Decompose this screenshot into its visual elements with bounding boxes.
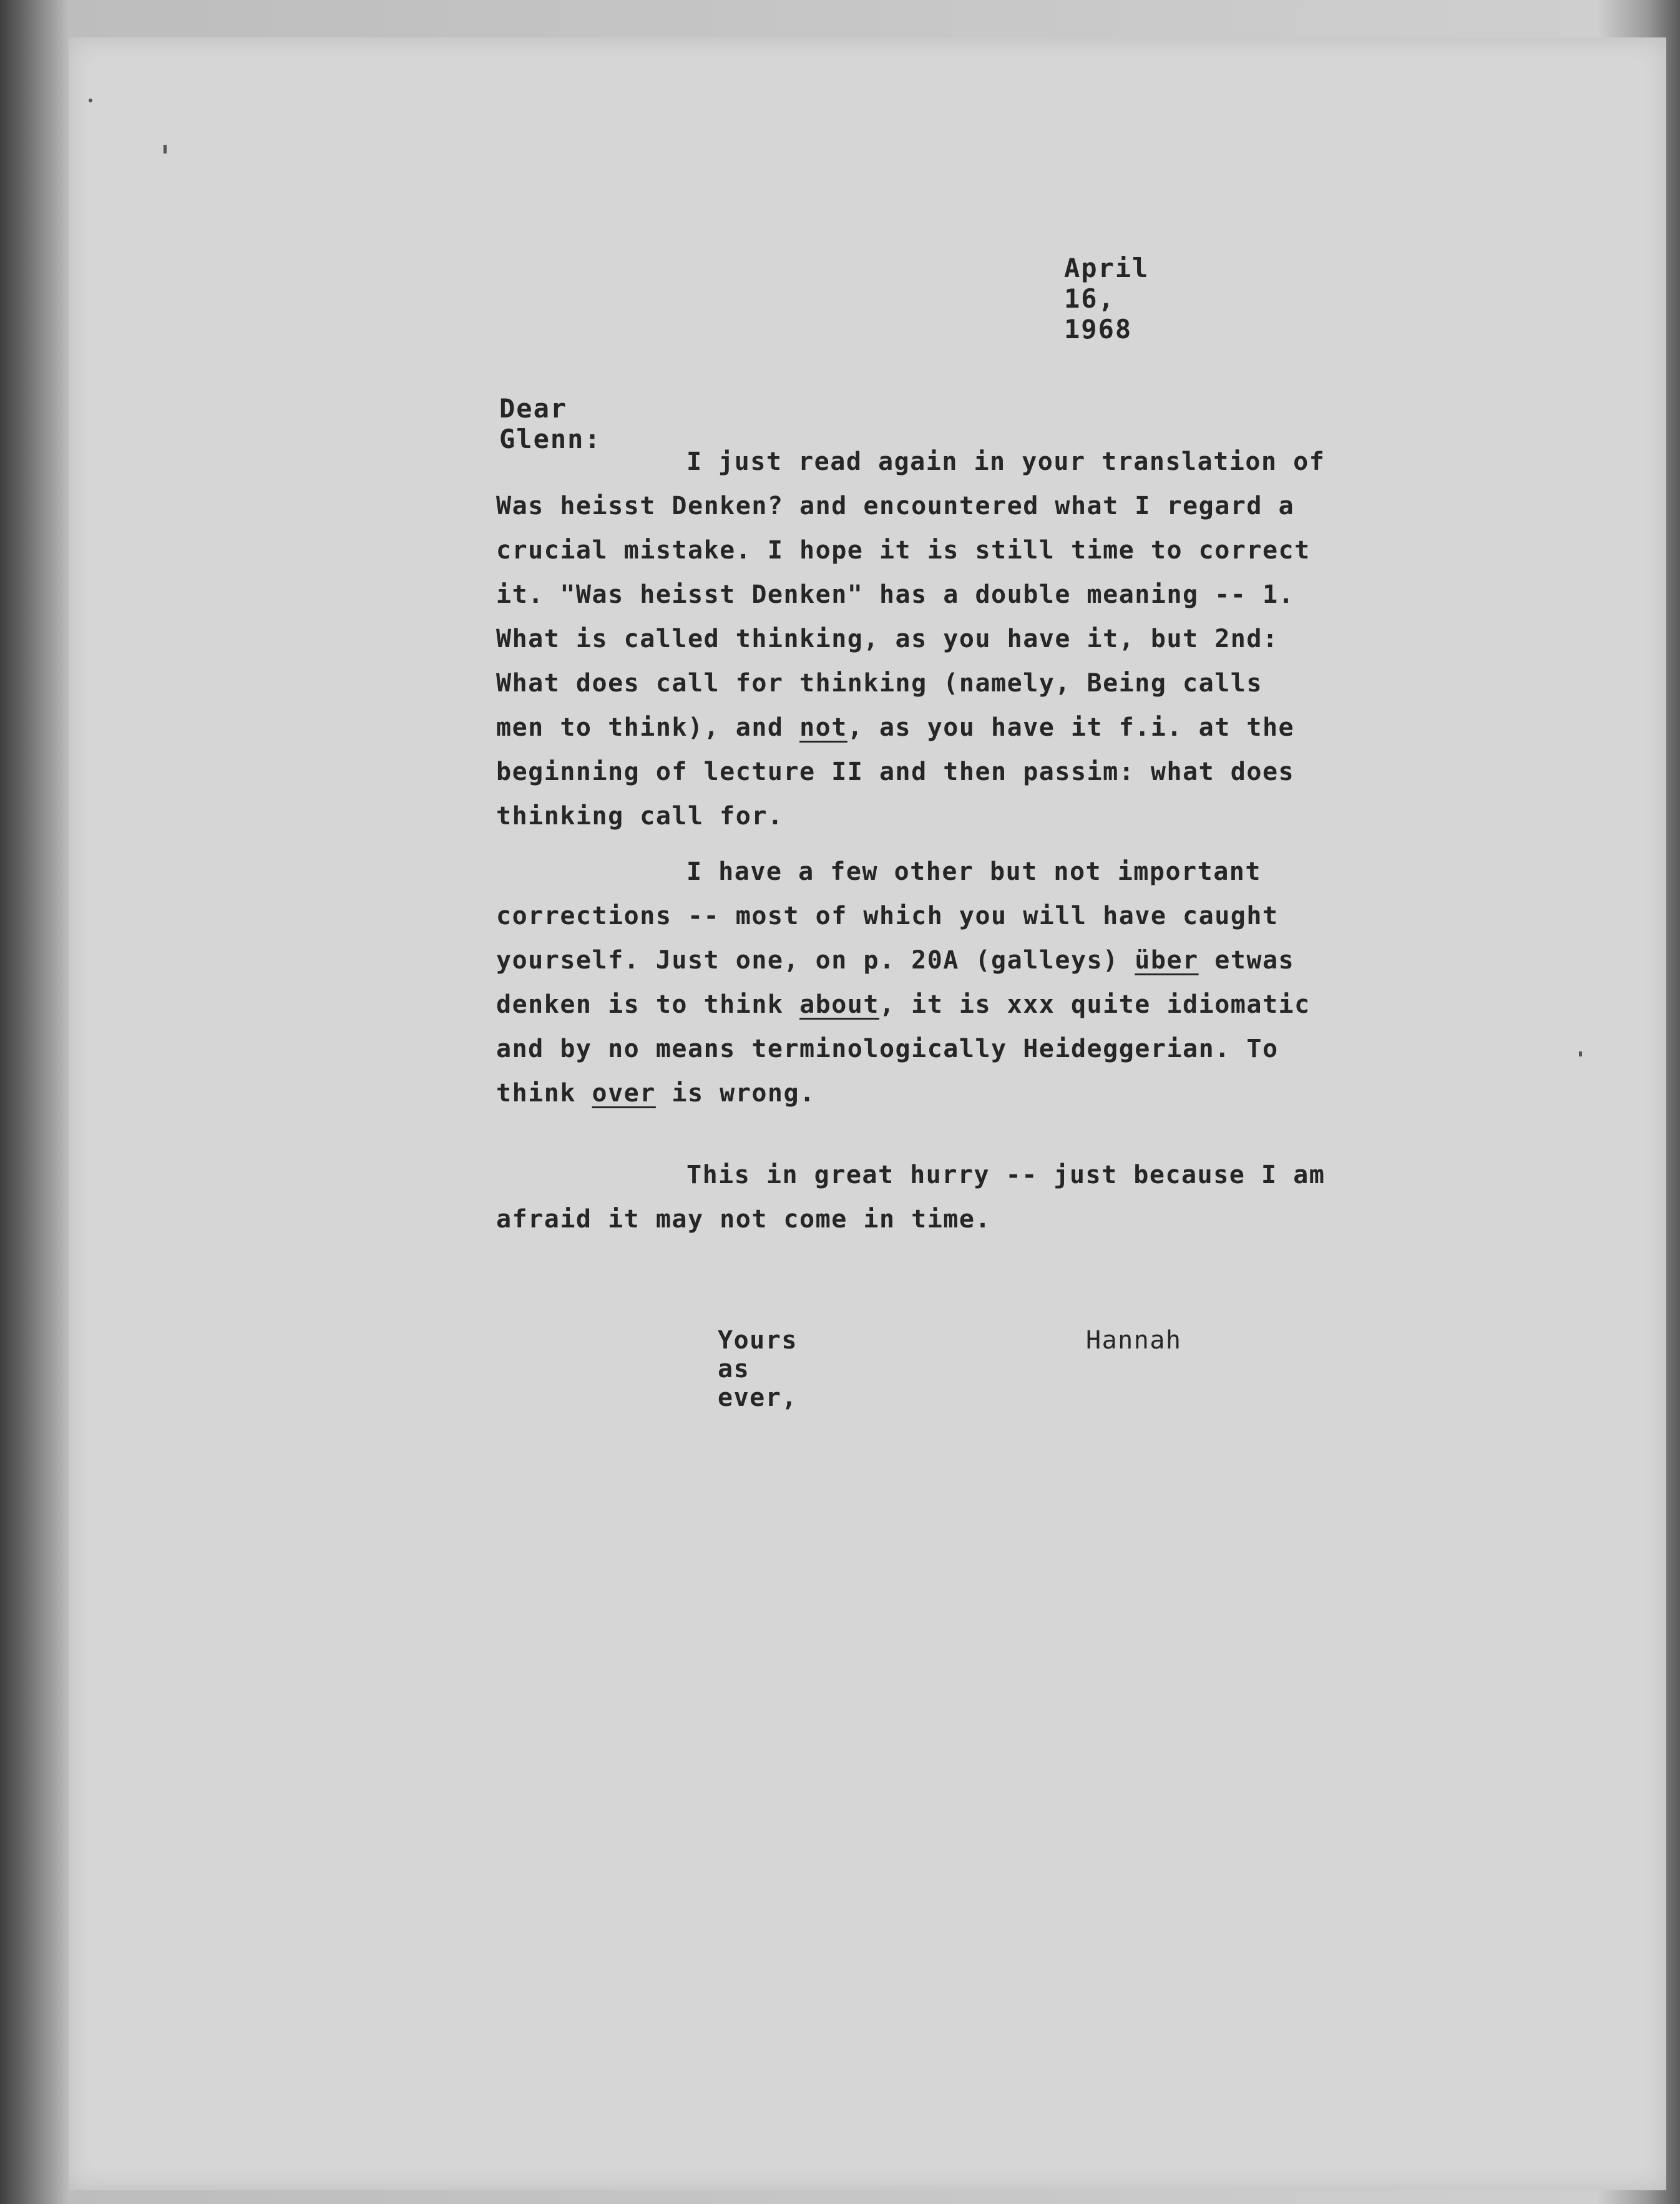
salutation: Dear Glenn: [499,393,602,454]
text-line: yourself. Just one, on p. 20A (galleys) [496,946,1135,975]
text-line: What is called thinking, as you have it, but 2nd: [496,625,1279,653]
paragraph-2 [496,850,1407,1116]
text-line: and by no means terminologically Heideggerian. To [496,1035,1279,1063]
text-line: denken is to think [496,990,800,1019]
underlined-word: about [799,990,879,1019]
signature: Hannah [1086,1326,1182,1355]
letter-date: April 16, 1968 [1064,253,1150,344]
text-line: etwas [1198,946,1295,975]
paragraph-3 [496,1153,1407,1242]
text-line: I have a few other but not important [686,857,1261,886]
text-line: I just read again in your translation of [686,447,1326,476]
underlined-word: over [592,1079,656,1108]
letter-body [496,440,1407,1242]
text-line: men to think), and [496,713,800,742]
text-line: thinking call for. [496,802,784,831]
paragraph-1 [496,440,1407,839]
text-line: Was heisst Denken? and encountered what I regard a [496,492,1295,520]
text-line: afraid it may not come in time. [496,1205,992,1234]
text-line: crucial mistake. I hope it is still time to correct [496,536,1311,565]
text-line: is wrong. [655,1079,816,1108]
text-line: beginning of lecture II and then passim: what does [496,758,1295,786]
scan-speck [1579,1051,1582,1056]
text-line: think [496,1079,592,1108]
complimentary-close: Yours as ever, [718,1326,798,1412]
scan-speck [89,99,92,102]
text-line: , as you have it f.i. at the [847,713,1295,742]
text-line: it. "Was heisst Denken" has a double meaning -- 1. [496,580,1295,609]
underlined-word: über [1135,946,1199,975]
text-line: corrections -- most of which you will have caught [496,902,1279,930]
scan-speck [164,145,167,154]
underlined-word: not [799,713,847,742]
text-line: , it is xxx quite idiomatic [879,990,1311,1019]
text-line: What does call for thinking (namely, Being calls [496,669,1262,698]
text-line: This in great hurry -- just because I am [686,1161,1326,1189]
